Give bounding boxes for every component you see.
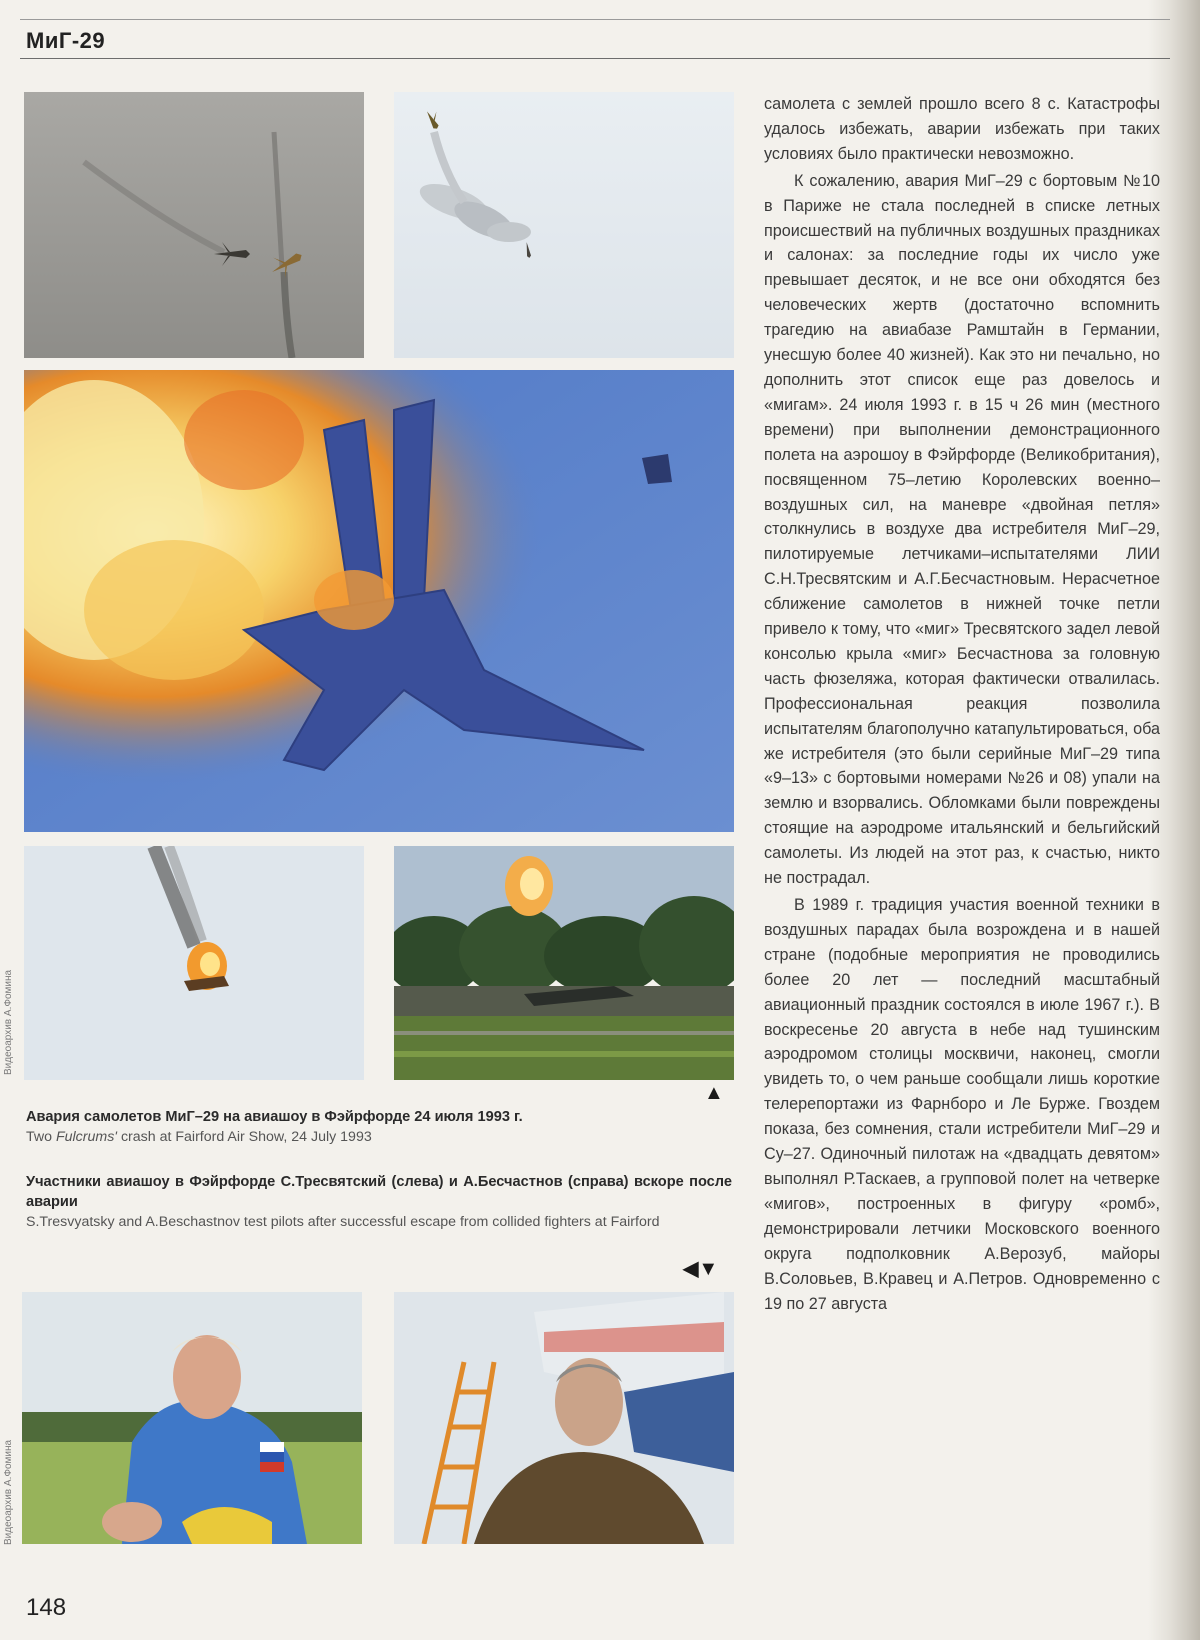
page-number: 148 [26, 1594, 67, 1621]
pilots-caption-en: S.Tresvyatsky and A.Beschastnov test pilots after successful escape from collided fighters at Fairford [26, 1214, 660, 1230]
pilot-beschastnov-photo [394, 1292, 734, 1544]
running-header: МиГ-29 [26, 28, 106, 53]
body-paragraph-1: самолета с землей прошло всего 8 с. Катастрофы удалось избежать, аварии избежать при таких условиях было практически невозможно. [764, 95, 1160, 163]
top-rule [20, 19, 1170, 20]
caption-pointer-left-down: ◀▼ [683, 1258, 719, 1280]
crash-caption-en-italic: Fulcrums' [55, 1129, 118, 1145]
crash-caption-en-suffix: crash at Fairford Air Show, 24 July 1993 [117, 1129, 372, 1145]
crash-caption [26, 1107, 732, 1147]
crash-caption-en-prefix: Two [26, 1129, 56, 1145]
photo-credit-bottom: Видеоархив А.Фомина [3, 1439, 14, 1545]
crash-caption-ru: Авария самолетов МиГ–29 на авиашоу в Фэйрфорде 24 июля 1993 г. [26, 1109, 523, 1125]
explosion-photo [24, 370, 734, 832]
header-rule [20, 58, 1170, 59]
caption-pointer-up: ▲ [704, 1082, 724, 1104]
crash-site-photo [394, 846, 734, 1080]
body-paragraph-2: К сожалению, авария МиГ–29 с бортовым №10 в Париже не стала последней в списке летных происшествий на публичных воздушных праздниках и салонах: за последние годы их число уже превышает десяток, и не все они обходятся без человеческих жертв (достаточно вспомнить трагедию на авиабазе Рамштайн в Германии, унесшую более 40 жизней). Как это ни печально, но дополнить этот список еще раз довелось и «мигам». 24 июля 1993 г. в 15 ч 26 мин (местного времени) при выполнении демонстрационного полета на аэрошоу в Фэйрфорде (Великобритания), посвященном 75–летию Королевских военно–воздушных сил, на маневре «двойная петля» столкнулись в воздухе два истребителя МиГ–29, пилотируемые летчиками–испытателями ЛИИ С.Н.Тресвятским и А.Г.Бесчастновым. Нерасчетное сближение самолетов в нижней точке петли привело к тому, что «миг» Тресвятского задел левой консолью крыла «миг» Бесчастнова за головную часть фюзеляжа, которая фактически отвалилась. Профессиональная реакция позволила испытателям благополучно катапультироваться, оба же истребителя (это были серийные МиГ–29 типа «9–13» с бортовыми номерами №26 и 08) упали на землю и взорвались. Обломками были повреждены стоящие на аэродроме итальянский и бельгийский самолеты. Из людей на этот раз, к счастью, никто не пострадал. [764, 171, 1160, 888]
crash-caption-en [26, 1127, 732, 1147]
pilots-caption-ru: Участники авиашоу в Фэйрфорде С.Тресвятский (слева) и А.Бесчастнов (справа) вскоре после аварии [26, 1174, 732, 1210]
body-paragraph-3: В 1989 г. традиция участия военной техники в воздушных парадах была возрождена и в нашей стране (подобные мероприятия не проводились более 20 лет — последний масштабный авиационный праздник состоялся в июле 1967 г.). В воскресенье 20 августа в небе над тушинским аэродромом столицы москвичи, наконец, смогли увидеть то, о чем раньше сообщали лишь короткие телерепортажи из Фарнборо и Ле Бурже. Гвоздем показа, без сомнения, стали истребители МиГ–29 и Су–27. Одиночный пилотаж на «двадцать девятом» выполнял Р.Таскаев, а групповой полет на четверке «мигов», построенных в фигуру «ромб», демонстрировали летчики Московского военного округа подполковник А.Верозуб, майоры В.Соловьев, В.Кравец и А.Петров. Одновременно с 19 по 27 августа [764, 896, 1160, 1313]
body-text-column [764, 92, 1160, 1318]
falling-jet-photo [394, 92, 734, 358]
pilots-caption [26, 1172, 732, 1232]
photo-credit-top: Видеоархив А.Фомина [3, 969, 14, 1075]
two-jets-photo [24, 92, 364, 358]
pilot-tresvyatsky-photo [22, 1292, 362, 1544]
burning-jet-photo [24, 846, 364, 1080]
